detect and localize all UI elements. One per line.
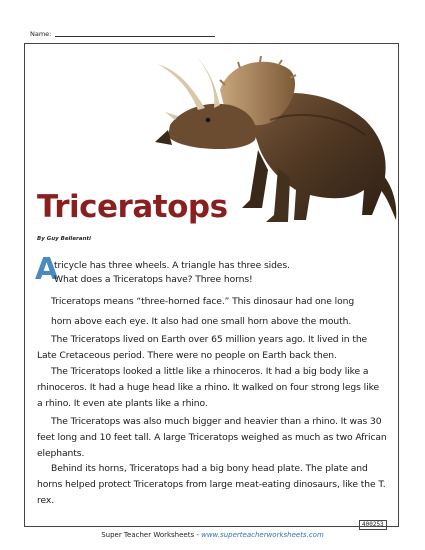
paragraph-2-line-1: Triceratops means “three-horned face.” This dinosaur had one long — [51, 296, 355, 307]
paragraph-1 — [54, 259, 384, 287]
footer-site-link[interactable]: www.superteacherworksheets.com — [201, 531, 324, 539]
drop-cap: A — [35, 252, 59, 287]
paragraph-2 — [37, 292, 387, 332]
footer-brand: Super Teacher Worksheets - — [101, 531, 202, 539]
paragraph-1-line-2: What does a Triceratops have? Three horns! — [54, 274, 253, 285]
byline: By Guy Belleranti — [37, 236, 91, 242]
footer — [0, 531, 425, 539]
paragraph-3: The Triceratops lived on Earth over 65 million years ago. It lived in the Late Cretaceous period. There were no people on Earth back then. — [37, 334, 368, 361]
article-title: Triceratops — [37, 189, 228, 225]
name-field[interactable] — [55, 36, 215, 37]
paragraph-1-line-1: tricycle has three wheels. A triangle has three sides. — [54, 260, 290, 271]
worksheet-code: 400253 — [359, 520, 387, 530]
name-line — [30, 30, 215, 38]
name-label: Name: — [30, 30, 52, 38]
paragraph-6: Behind its horns, Triceratops had a big bony head plate. The plate and horns helped protect Triceratops from large meat-eating dinosaurs, like the T. rex. — [37, 463, 386, 506]
paragraph-2-line-2: horn above each eye. It also had one small horn above the mouth. — [51, 316, 352, 327]
paragraph-5: The Triceratops was also much bigger and heavier than a rhino. It was 30 feet long and 10 feet tall. A large Triceratops weighed as much as two African elephants. — [37, 416, 387, 459]
paragraph-4: The Triceratops looked a little like a rhinoceros. It had a big body like a rhinoceros. It had a huge head like a rhino. It walked on four strong legs like a rhino. It even ate plants like a rhino. — [37, 366, 380, 409]
